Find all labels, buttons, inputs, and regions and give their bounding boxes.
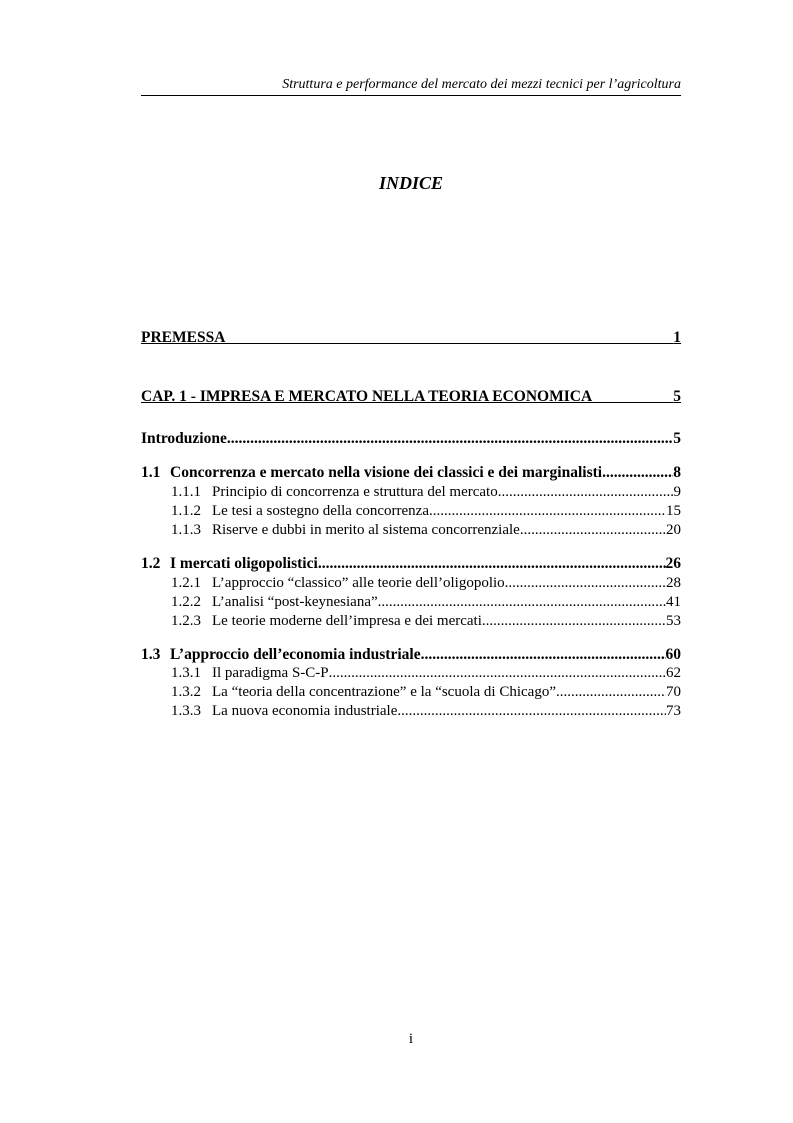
toc-entry-label: CAP. 1 - IMPRESA E MERCATO NELLA TEORIA ECONOMICA xyxy=(141,388,593,405)
toc-entry-label: La nuova economia industriale xyxy=(212,703,398,719)
subsection-number: 1.3.2 xyxy=(171,684,201,700)
running-header: Struttura e performance del mercato dei mezzi tecnici per l’agricoltura xyxy=(282,77,681,92)
toc-entry-page: 73 xyxy=(666,703,681,719)
dot-leader xyxy=(318,554,666,574)
toc-subsection-1-3-3[interactable] xyxy=(171,702,681,721)
toc-entry-label: Il paradigma S-C-P xyxy=(212,665,329,681)
toc-entry-label: Introduzione xyxy=(141,430,227,447)
toc-entry-introduzione[interactable] xyxy=(141,429,681,449)
toc-subsection-1-2-1[interactable] xyxy=(171,574,681,593)
toc-entry-page: 26 xyxy=(665,555,681,572)
toc-entry-chapter-1[interactable] xyxy=(141,387,681,407)
toc-subsection-1-3-1[interactable] xyxy=(171,664,681,683)
toc-entry-page: 9 xyxy=(673,484,681,500)
toc-subsection-1-3-2[interactable] xyxy=(171,683,681,702)
toc-entry-label: Le tesi a sostegno della concorrenza xyxy=(212,503,429,519)
toc-entry-page: 62 xyxy=(666,665,681,681)
toc-entry-label: PREMESSA xyxy=(141,329,226,346)
toc-subsection-1-1-2[interactable] xyxy=(171,502,681,521)
toc-section-1-2[interactable] xyxy=(141,554,681,574)
dot-leader xyxy=(429,502,666,521)
section-number: 1.1 xyxy=(141,464,161,481)
subsection-number: 1.3.1 xyxy=(171,665,201,681)
dot-leader xyxy=(505,574,666,593)
toc-entry-label: La “teoria della concentrazione” e la “scuola di Chicago” xyxy=(212,684,556,700)
toc-entry-label: Le teorie moderne dell’impresa e dei mercati xyxy=(212,613,482,629)
subsection-number: 1.1.3 xyxy=(171,522,201,538)
toc-entry-label: L’analisi “post-keynesiana” xyxy=(212,594,378,610)
toc-subsection-1-2-2[interactable] xyxy=(171,593,681,612)
dot-leader xyxy=(602,463,673,483)
subsection-number: 1.1.1 xyxy=(171,484,201,500)
toc-subsection-1-2-3[interactable] xyxy=(171,612,681,631)
toc-entry-page: 20 xyxy=(666,522,681,538)
dot-leader xyxy=(482,612,666,631)
header-rule xyxy=(141,95,681,96)
dot-leader xyxy=(498,483,674,502)
subsection-number: 1.1.2 xyxy=(171,503,201,519)
dot-leader xyxy=(378,593,666,612)
toc-entry-label: I mercati oligopolistici xyxy=(170,555,318,572)
subsection-number: 1.2.1 xyxy=(171,575,201,591)
toc-entry-page: 28 xyxy=(666,575,681,591)
page-number: i xyxy=(408,1031,414,1047)
toc-entry-page: 1 xyxy=(673,329,681,346)
dot-leader xyxy=(227,429,673,449)
toc-entry-page: 8 xyxy=(673,464,681,481)
toc-entry-page: 41 xyxy=(666,594,681,610)
toc-entry-page: 15 xyxy=(666,503,681,519)
toc-entry-page: 60 xyxy=(665,646,681,663)
section-number: 1.2 xyxy=(141,555,161,572)
toc-entry-page: 5 xyxy=(673,388,681,405)
section-number: 1.3 xyxy=(141,646,161,663)
dot-leader xyxy=(421,645,666,665)
toc-section-1-3[interactable] xyxy=(141,645,681,665)
page-title: INDICE xyxy=(378,173,444,193)
subsection-number: 1.3.3 xyxy=(171,703,201,719)
toc-entry-label: Concorrenza e mercato nella visione dei classici e dei marginalisti xyxy=(170,464,603,481)
toc-section-1-1[interactable] xyxy=(141,463,681,483)
dot-leader xyxy=(397,702,666,721)
subsection-number: 1.2.3 xyxy=(171,613,201,629)
toc-subsection-1-1-3[interactable] xyxy=(171,521,681,540)
toc-entry-premessa[interactable] xyxy=(141,328,681,348)
subsection-number: 1.2.2 xyxy=(171,594,201,610)
dot-leader xyxy=(329,664,666,683)
toc-entry-label: L’approccio “classico” alle teorie dell’oligopolio xyxy=(212,575,505,591)
toc-entry-label: Riserve e dubbi in merito al sistema concorrenziale xyxy=(212,522,520,538)
toc-entry-page: 5 xyxy=(673,430,681,447)
toc-subsection-1-1-1[interactable] xyxy=(171,483,681,502)
toc-entry-label: Principio di concorrenza e struttura del mercato xyxy=(212,484,498,500)
dot-leader xyxy=(556,683,666,702)
toc-entry-page: 70 xyxy=(666,684,681,700)
toc-entry-label: L’approccio dell’economia industriale xyxy=(170,646,421,663)
toc-entry-page: 53 xyxy=(666,613,681,629)
dot-leader xyxy=(520,521,666,540)
